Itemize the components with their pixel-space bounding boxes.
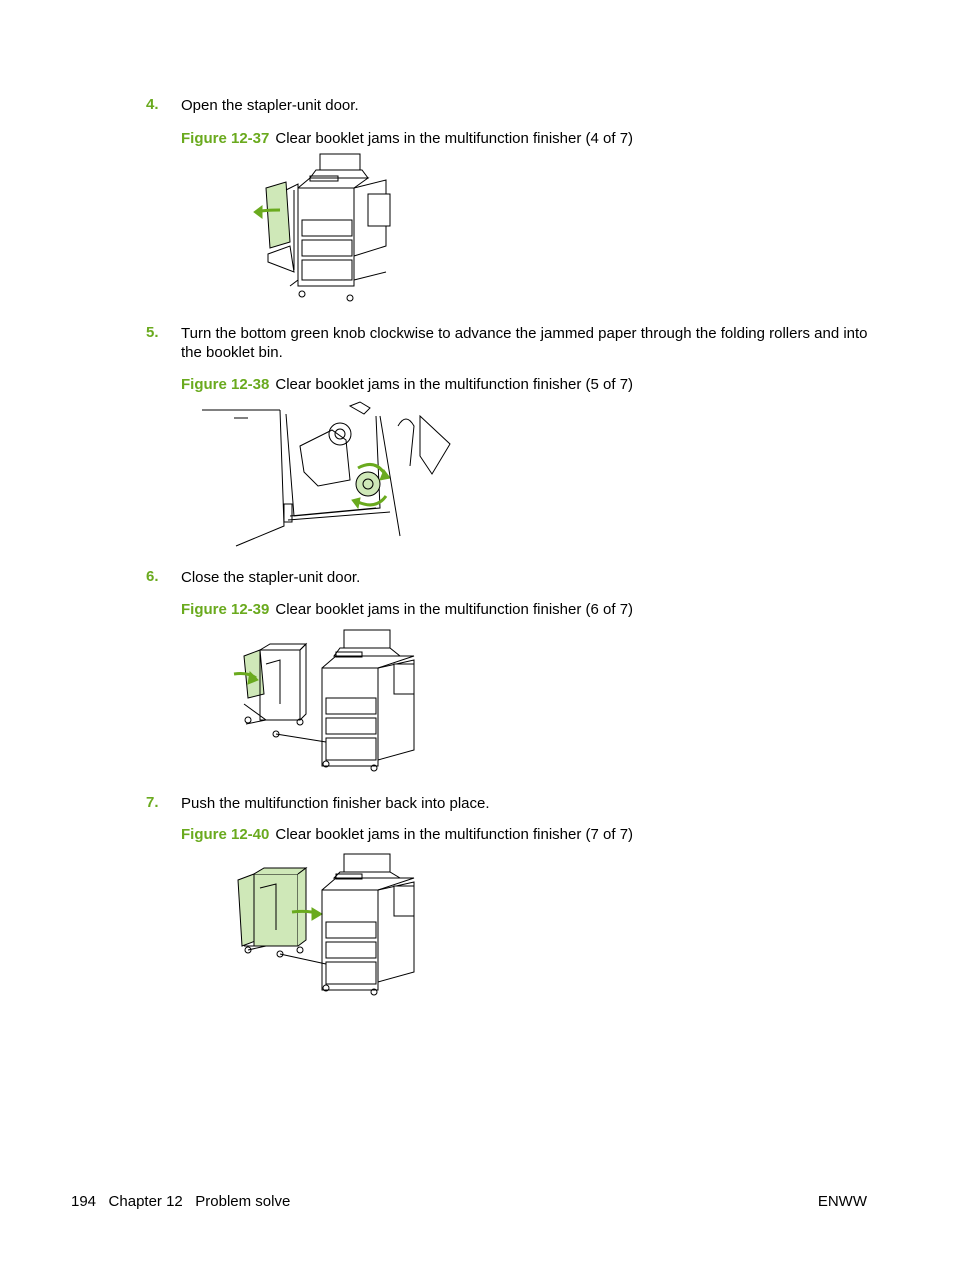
figure-caption-text: Clear booklet jams in the multifunction finisher (5 of 7): [275, 376, 634, 393]
figure-caption: [181, 130, 633, 147]
page-footer-right: ENWW: [817, 1193, 867, 1210]
figure-label: Figure 12-40: [181, 826, 270, 843]
figure-caption: [181, 826, 633, 843]
figure-caption-text: Clear booklet jams in the multifunction finisher (6 of 7): [275, 601, 634, 618]
figure-caption-text: Clear booklet jams in the multifunction finisher (7 of 7): [275, 826, 634, 843]
stapler-knob-illustration: [200, 396, 460, 548]
printer-finisher-door-closed-illustration: [230, 624, 416, 772]
figure-caption-text: Clear booklet jams in the multifunction finisher (4 of 7): [275, 130, 634, 147]
page-number: 194: [71, 1193, 97, 1210]
printer-finisher-door-open-illustration: [250, 150, 400, 306]
figure-label: Figure 12-38: [181, 376, 270, 393]
step-text: Close the stapler-unit door.: [181, 569, 361, 586]
step-number: 4.: [146, 96, 159, 113]
chapter-label: Chapter 12: [108, 1193, 183, 1210]
step-number: 5.: [146, 324, 159, 341]
step-text: Turn the bottom green knob clockwise to advance the jammed paper through the folding rollers and into the booklet bin.: [181, 325, 868, 361]
page-footer-left: [71, 1193, 290, 1210]
finisher-push-into-place-illustration: [230, 850, 416, 998]
figure-label: Figure 12-37: [181, 130, 270, 147]
step-number: 7.: [146, 794, 159, 811]
figure-label: Figure 12-39: [181, 601, 270, 618]
step-text: Open the stapler-unit door.: [181, 97, 359, 114]
section-label: Problem solve: [195, 1193, 291, 1210]
figure-caption: [181, 376, 633, 393]
step-number: 6.: [146, 568, 159, 585]
figure-caption: [181, 601, 633, 618]
step-text: Push the multifunction finisher back into place.: [181, 795, 490, 812]
